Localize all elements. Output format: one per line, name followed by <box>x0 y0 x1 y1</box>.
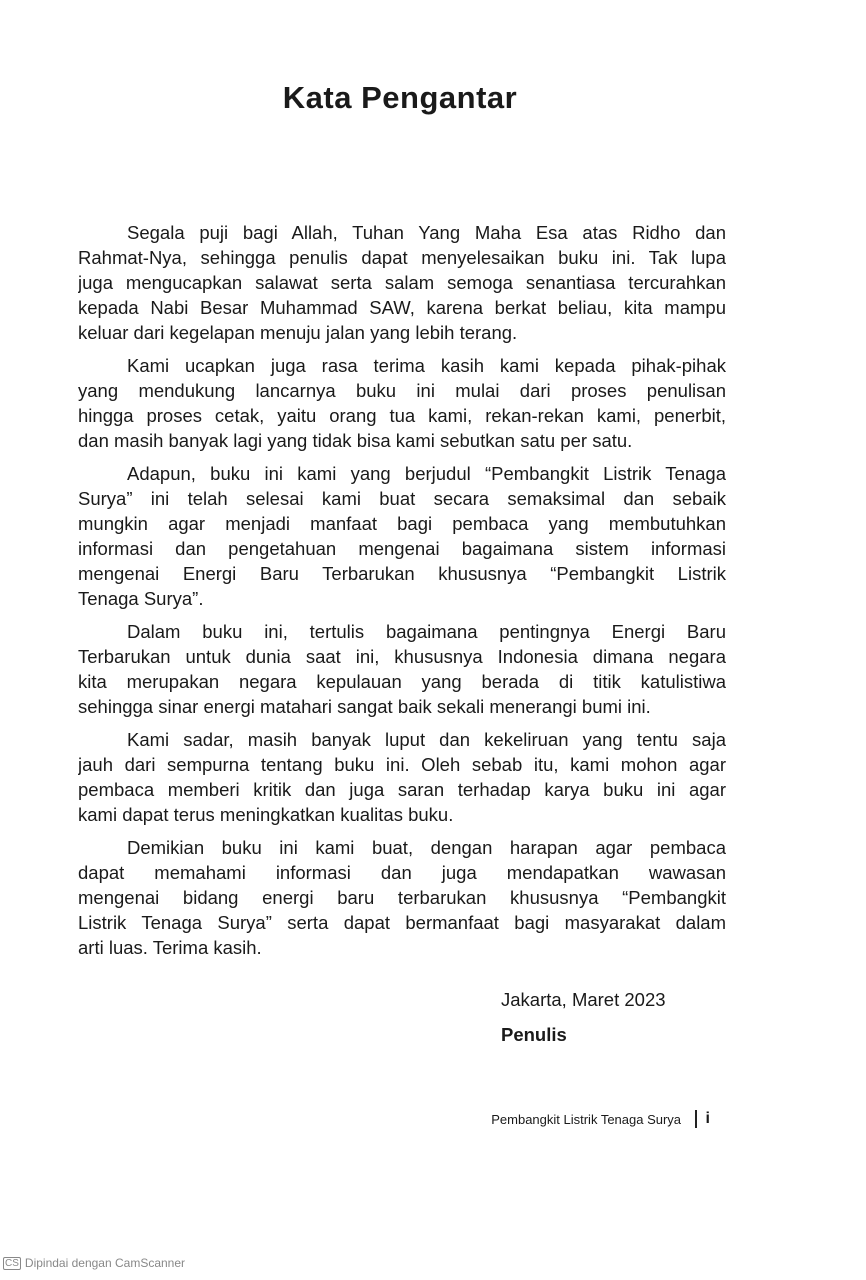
text-line: hingga proses cetak, yaitu orang tua kami, rekan-rekan kami, penerbit, <box>78 405 726 426</box>
document-body <box>78 220 726 968</box>
text-line: Listrik Tenaga Surya” serta dapat bermanfaat bagi masyarakat dalam <box>78 912 726 933</box>
text-line: sehingga sinar energi matahari sangat baik sekali menerangi bumi ini. <box>78 696 651 717</box>
text-line: juga mengucapkan salawat serta salam semoga senantiasa tercurahkan <box>78 272 726 293</box>
camscanner-watermark <box>3 1256 185 1270</box>
text-line: Surya” ini telah selesai kami buat secara semaksimal dan sebaik <box>78 488 726 509</box>
text-line: kepada Nabi Besar Muhammad SAW, karena berkat beliau, kita mampu <box>78 297 726 318</box>
text-line: dan masih banyak lagi yang tidak bisa kami sebutkan satu per satu. <box>78 430 633 451</box>
text-line: dapat memahami informasi dan juga mendapatkan wawasan <box>78 862 726 883</box>
text-line: kita merupakan negara kepulauan yang berada di titik katulistiwa <box>78 671 726 692</box>
place-date: Jakarta, Maret 2023 <box>501 989 666 1010</box>
text-line: Segala puji bagi Allah, Tuhan Yang Maha Esa atas Ridho dan <box>127 222 726 243</box>
text-line: Tenaga Surya”. <box>78 588 204 609</box>
footer-divider <box>695 1110 697 1128</box>
page-number: i <box>705 1110 710 1127</box>
text-line: arti luas. Terima kasih. <box>78 937 262 958</box>
text-line: Rahmat-Nya, sehingga penulis dapat menyelesaikan buku ini. Tak lupa <box>78 247 726 268</box>
text-line: Kami ucapkan juga rasa terima kasih kami kepada pihak-pihak <box>127 355 726 376</box>
paragraph <box>78 619 726 719</box>
paragraph <box>78 353 726 453</box>
text-line: mengenai Energi Baru Terbarukan khususnya “Pembangkit Listrik <box>78 563 726 584</box>
camscanner-logo-icon: CS <box>5 1257 19 1269</box>
text-line: kami dapat terus meningkatkan kualitas buku. <box>78 804 454 825</box>
text-line: jauh dari sempurna tentang buku ini. Oleh sebab itu, kami mohon agar <box>78 754 726 775</box>
text-line: Kami sadar, masih banyak luput dan kekeliruan yang tentu saja <box>127 729 726 750</box>
text-line: mengenai bidang energi baru terbarukan khususnya “Pembangkit <box>78 887 726 908</box>
text-line: Terbarukan untuk dunia saat ini, khususnya Indonesia dimana negara <box>78 646 726 667</box>
paragraph <box>78 727 726 827</box>
text-line: mungkin agar menjadi manfaat bagi pembaca yang membutuhkan <box>78 513 726 534</box>
text-line: pembaca memberi kritik dan juga saran terhadap karya buku ini agar <box>78 779 726 800</box>
paragraph <box>78 220 726 345</box>
text-line: Dalam buku ini, tertulis bagaimana pentingnya Energi Baru <box>127 621 726 642</box>
paragraph <box>78 835 726 960</box>
watermark-text: Dipindai dengan CamScanner <box>24 1256 186 1270</box>
footer-book-title: Pembangkit Listrik Tenaga Surya <box>491 1111 682 1127</box>
page-footer <box>470 1110 710 1128</box>
text-line: Demikian buku ini kami buat, dengan harapan agar pembaca <box>127 837 726 858</box>
paragraph <box>78 461 726 611</box>
author: Penulis <box>501 1024 567 1045</box>
text-line: Adapun, buku ini kami yang berjudul “Pembangkit Listrik Tenaga <box>127 463 726 484</box>
page-title: Kata Pengantar <box>282 80 518 115</box>
text-line: yang mendukung lancarnya buku ini mulai dari proses penulisan <box>78 380 726 401</box>
text-line: informasi dan pengetahuan mengenai bagaimana sistem informasi <box>78 538 726 559</box>
text-line: keluar dari kegelapan menuju jalan yang lebih terang. <box>78 322 518 343</box>
